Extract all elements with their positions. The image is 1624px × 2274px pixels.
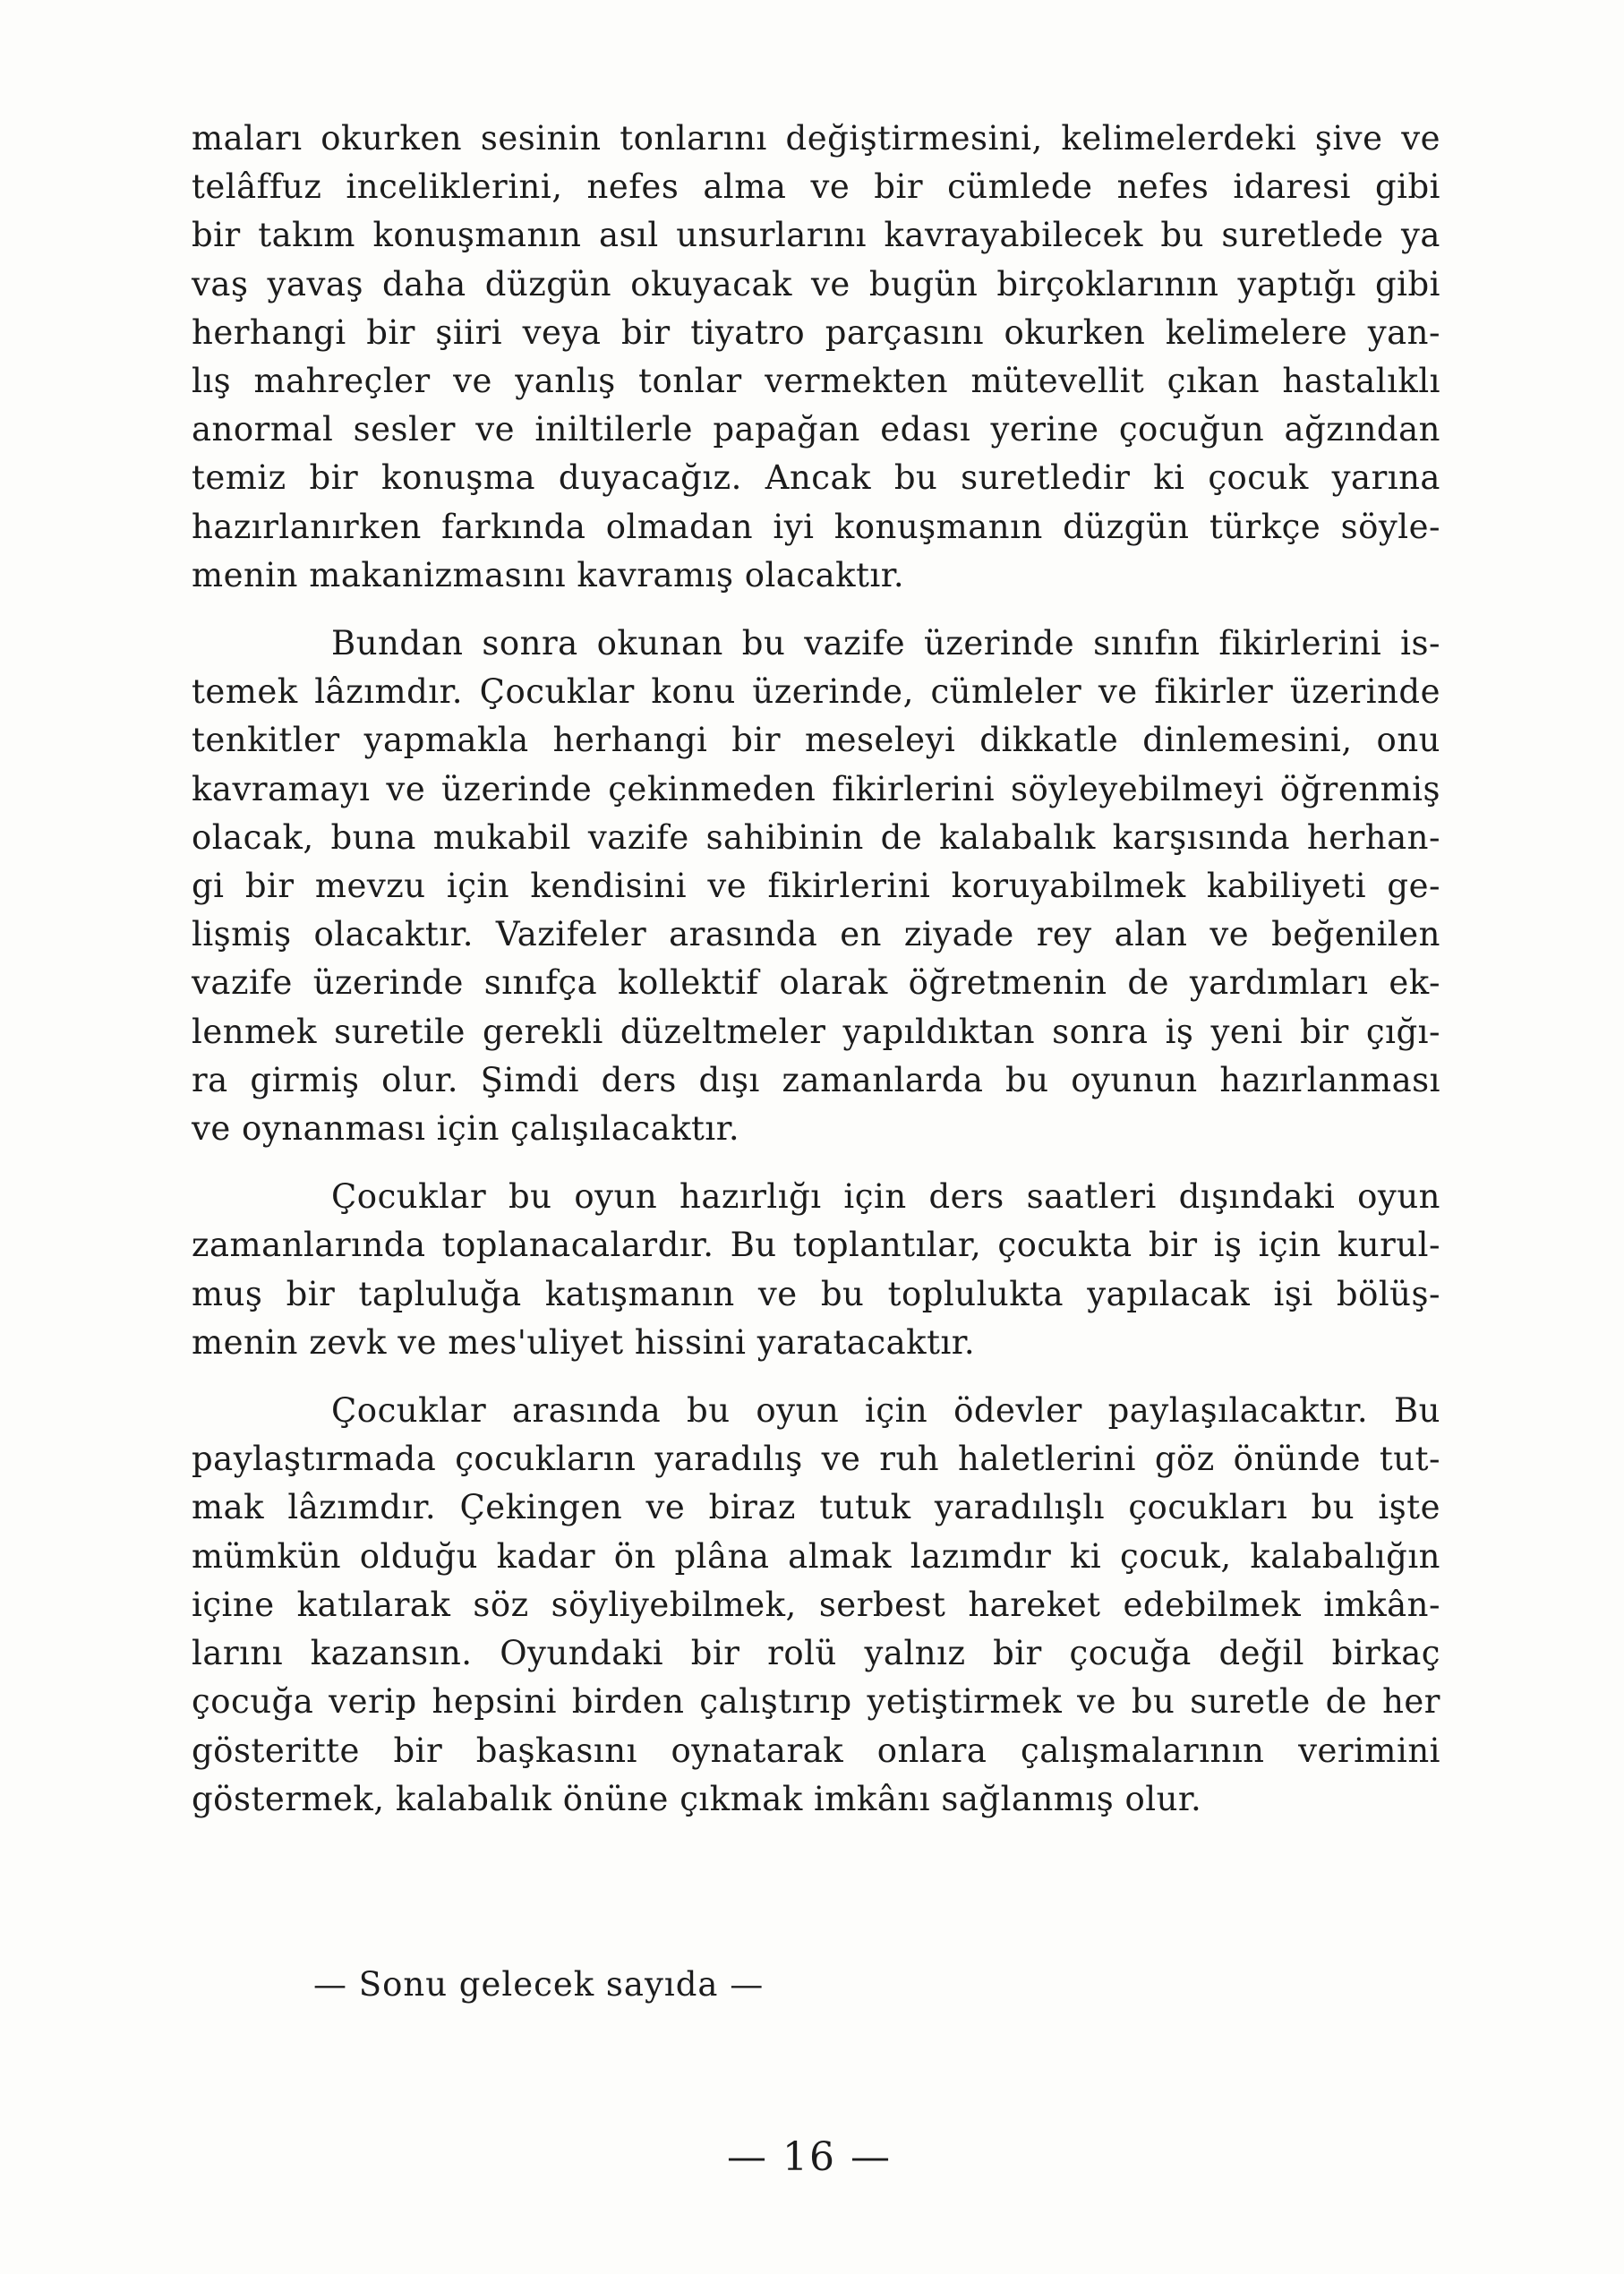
text-line: muş bir tapluluğa katışmanın ve bu toplulukta yapılacak işi bölüş- [192,1274,1440,1313]
text-line: zamanlarında toplanacalardır. Bu toplantılar, çocukta bir iş için kurul- [192,1226,1440,1265]
text-line: telâffuz inceliklerini, nefes alma ve bir cümlede nefes idaresi gibi [192,167,1440,207]
text-line: mümkün olduğu kadar ön plâna almak lazımdır ki çocuk, kalabalığın [192,1536,1440,1576]
body-text [192,115,1440,1843]
continued-note: — Sonu gelecek sayıda — [313,1965,765,2004]
text-line: herhangi bir şiiri veya bir tiyatro parçasını okurken kelimelere yan- [192,312,1440,352]
text-line: ve oynanması için çalışılacaktır. [192,1109,740,1149]
paragraph [192,620,1440,1153]
page-number: — 16 — [727,2134,892,2180]
text-line: menin zevk ve mes'uliyet hissini yaratacaktır. [192,1322,976,1362]
text-line: olacak, buna mukabil vazife sahibinin de kalabalık karşısında herhan- [192,817,1440,857]
paragraph [192,115,1440,600]
text-line: vazife üzerinde sınıfça kollektif olarak öğretmenin de yardımları ek- [192,963,1440,1003]
text-line: lişmiş olacaktır. Vazifeler arasında en ziyade rey alan ve beğenilen [192,915,1440,954]
text-line: Bundan sonra okunan bu vazife üzerinde sınıfın fikirlerini is- [331,624,1440,663]
text-line: lenmek suretile gerekli düzeltmeler yapıldıktan sonra iş yeni bir çığı- [192,1012,1440,1051]
text-line: menin makanizmasını kavramış olacaktır. [192,555,905,594]
text-line: lış mahreçler ve yanlış tonlar vermekten mütevellit çıkan hastalıklı [192,362,1440,401]
text-line: paylaştırmada çocukların yaradılış ve ruh haletlerini göz önünde tut- [192,1440,1440,1479]
text-line: maları okurken sesinin tonlarını değiştirmesini, kelimelerdeki şive ve [192,119,1440,158]
text-line: kavramayı ve üzerinde çekinmeden fikirlerini söyleyebilmeyi öğrenmiş [192,769,1440,808]
paragraph [192,1173,1440,1367]
text-line: çocuğa verip hepsini birden çalıştırıp yetiştirmek ve bu suretle de her [192,1682,1440,1722]
text-line: tenkitler yapmakla herhangi bir meseleyi dikkatle dinlemesini, onu [192,721,1440,760]
text-line: hazırlanırken farkında olmadan iyi konuşmanın düzgün türkçe söyle- [192,507,1440,546]
text-line: bir takım konuşmanın asıl unsurlarını kavrayabilecek bu suretlede ya [192,216,1440,255]
text-line: içine katılarak söz söyliyebilmek, serbest hareket edebilmek imkân- [192,1585,1440,1624]
text-line: temiz bir konuşma duyacağız. Ancak bu suretledir ki çocuk yarına [192,458,1440,498]
text-line: vaş yavaş daha düzgün okuyacak ve bugün birçoklarının yaptığı gibi [192,264,1440,303]
text-line: Çocuklar arasında bu oyun için ödevler paylaşılacaktır. Bu [331,1391,1440,1431]
text-line: gi bir mevzu için kendisini ve fikirlerini koruyabilmek kabiliyeti ge- [192,867,1440,906]
text-line: gösteritte bir başkasını oynatarak onlara çalışmalarının verimini [192,1731,1440,1770]
text-line: larını kazansın. Oyundaki bir rolü yalnız bir çocuğa değil birkaç [192,1634,1440,1673]
text-line: ra girmiş olur. Şimdi ders dışı zamanlarda bu oyunun hazırlanması [192,1060,1440,1099]
paragraph [192,1387,1440,1824]
text-line: Çocuklar bu oyun hazırlığı için ders saatleri dışındaki oyun [331,1177,1440,1217]
text-line: anormal sesler ve iniltilerle papağan edası yerine çocuğun ağzından [192,410,1440,449]
text-line: göstermek, kalabalık önüne çıkmak imkânı sağlanmış olur. [192,1779,1202,1818]
text-line: mak lâzımdır. Çekingen ve biraz tutuk yaradılışlı çocukları bu işte [192,1488,1440,1527]
text-line: temek lâzımdır. Çocuklar konu üzerinde, cümleler ve fikirler üzerinde [192,672,1440,712]
